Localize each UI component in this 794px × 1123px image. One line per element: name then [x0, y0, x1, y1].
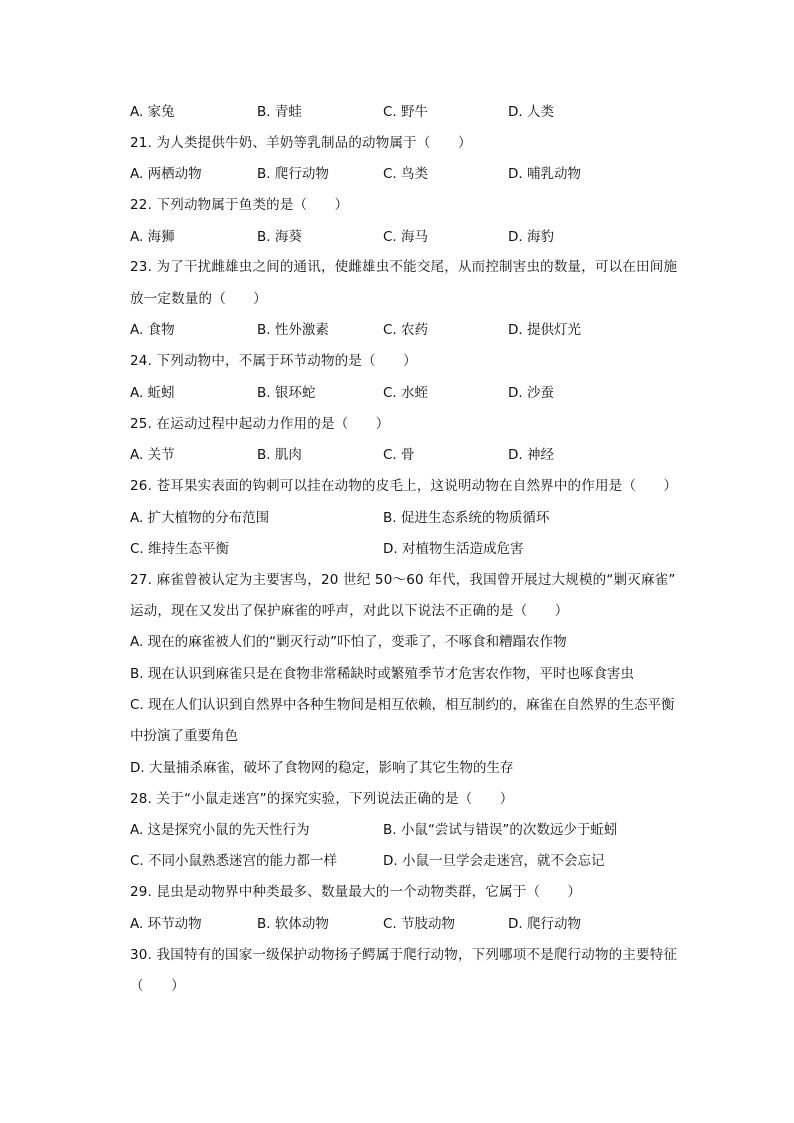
q20-option-b: B. 青蛙: [257, 104, 302, 120]
q22-stem: 22. 下列动物属于鱼类的是（ ）: [130, 197, 349, 213]
q25-option-b: B. 肌肉: [257, 447, 302, 463]
q27-option-b: B. 现在认识到麻雀只是在食物非常稀缺时或繁殖季节才危害农作物，平时也啄食害虫: [130, 666, 634, 682]
q24-option-d: D. 沙蚕: [508, 385, 554, 401]
q25-option-a: A. 关节: [130, 447, 175, 463]
q30-stem-line1: 30. 我国特有的国家一级保护动物扬子鳄属于爬行动物，下列哪项不是爬行动物的主要特征: [130, 947, 678, 963]
q27-option-a: A. 现在的麻雀被人们的“剿灭行动”吓怕了，变乖了，不啄食和糟蹋农作物: [130, 634, 567, 650]
q26-option-a: A. 扩大植物的分布范围: [130, 510, 270, 526]
q23-stem-line1: 23. 为了干扰雌雄虫之间的通讯，使雌雄虫不能交尾，从而控制害虫的数量，可以在田间施: [130, 259, 678, 275]
q28-stem: 28. 关于“小鼠走迷宫”的探究实验，下列说法正确的是（ ）: [130, 791, 514, 807]
q26-stem: 26. 苍耳果实表面的钩刺可以挂在动物的皮毛上，这说明动物在自然界中的作用是（ ）: [130, 478, 678, 494]
q28-option-b: B. 小鼠“尝试与错误”的次数远少于蚯蚓: [383, 822, 618, 838]
q24-option-b: B. 银环蛇: [257, 385, 316, 401]
q21-option-d: D. 哺乳动物: [508, 166, 581, 182]
q26-option-b: B. 促进生态系统的物质循环: [383, 510, 550, 526]
q23-stem-line2: 放一定数量的（ ）: [130, 291, 267, 307]
q22-option-d: D. 海豹: [508, 229, 554, 245]
q23-option-a: A. 食物: [130, 322, 175, 338]
q20-option-d: D. 人类: [508, 104, 554, 120]
q21-option-c: C. 鸟类: [383, 166, 429, 182]
q28-option-d: D. 小鼠一旦学会走迷宫，就不会忘记: [383, 853, 605, 869]
q24-stem: 24. 下列动物中，不属于环节动物的是（ ）: [130, 353, 417, 369]
q22-option-b: B. 海葵: [257, 229, 302, 245]
q26-option-c: C. 维持生态平衡: [130, 541, 230, 557]
q21-option-a: A. 两栖动物: [130, 166, 202, 182]
q23-option-d: D. 提供灯光: [508, 322, 581, 338]
q27-stem-line2: 运动，现在又发出了保护麻雀的呼声，对此以下说法不正确的是（ ）: [130, 603, 569, 619]
q29-option-c: C. 节肢动物: [383, 916, 456, 932]
q27-stem-line1: 27. 麻雀曾被认定为主要害鸟，20 世纪 50～60 年代，我国曾开展过大规模的“剿灭麻雀”: [130, 572, 676, 588]
q23-option-b: B. 性外激素: [257, 322, 329, 338]
q21-stem: 21. 为人类提供牛奶、羊奶等乳制品的动物属于（ ）: [130, 135, 472, 151]
q26-option-d: D. 对植物生活造成危害: [383, 541, 524, 557]
q29-option-d: D. 爬行动物: [508, 916, 581, 932]
q29-option-a: A. 环节动物: [130, 916, 202, 932]
q22-option-c: C. 海马: [383, 229, 429, 245]
q24-option-c: C. 水蛭: [383, 385, 429, 401]
q27-option-c-line1: C. 现在人们认识到自然界中各种生物间是相互依赖，相互制约的，麻雀在自然界的生态平衡: [130, 697, 675, 713]
q27-option-d: D. 大量捕杀麻雀，破坏了食物网的稳定，影响了其它生物的生存: [130, 760, 514, 776]
q29-stem: 29. 昆虫是动物界中种类最多、数量最大的一个动物类群，它属于（ ）: [130, 884, 582, 900]
q21-option-b: B. 爬行动物: [257, 166, 329, 182]
q25-option-d: D. 神经: [508, 447, 554, 463]
q30-stem-line2: （ ）: [130, 978, 185, 994]
q20-option-a: A. 家兔: [130, 104, 175, 120]
q25-option-c: C. 骨: [383, 447, 415, 463]
q23-option-c: C. 农药: [383, 322, 429, 338]
q20-option-c: C. 野牛: [383, 104, 429, 120]
q28-option-c: C. 不同小鼠熟悉迷宫的能力都一样: [130, 853, 338, 869]
q22-option-a: A. 海狮: [130, 229, 175, 245]
q24-option-a: A. 蚯蚓: [130, 385, 175, 401]
q25-stem: 25. 在运动过程中起动力作用的是（ ）: [130, 416, 390, 432]
q29-option-b: B. 软体动物: [257, 916, 329, 932]
q27-option-c-line2: 中扮演了重要角色: [130, 728, 238, 744]
q28-option-a: A. 这是探究小鼠的先天性行为: [130, 822, 310, 838]
